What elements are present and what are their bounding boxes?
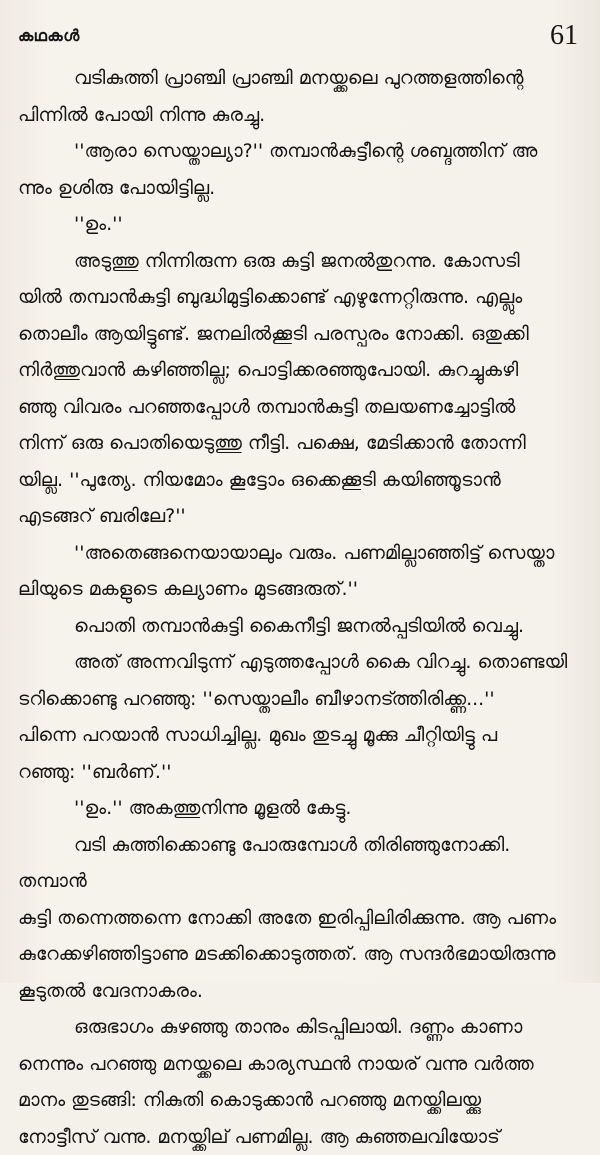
paragraph: ''അതെങ്ങനെയായാലും വരും. പണമില്ലാഞ്ഞിട്ട് സെയ്താ ലിയുടെ മകളുടെ കല്യാണം മുടങ്ങരുത്.'' bbox=[18, 541, 555, 600]
paragraph: വടി കുത്തിക്കൊണ്ടു പോരുമ്പോൾ തിരിഞ്ഞുനോക്കി. തമ്പാൻ കുട്ടി തന്നെത്തന്നെ നോക്കി അതേ ഇരിപ്പിലിരിക്കുന്നു. ആ പണം കുറേക്കഴിഞ്ഞിട്ടാണു മടക്കിക്കൊടുത്തത്. ആ സന്ദർഭമായിരുന്നു കൂടുതൽ വേദനാകരം. bbox=[18, 833, 557, 1002]
paragraph: ഒരുഭാഗം കുഴഞ്ഞു താനും കിടപ്പിലായി. ദണ്ണം കാണാ നെന്നും പറഞ്ഞു മനയ്ക്കലെ കാര്യസ്ഥൻ നായര് വന്നു വർത്ത മാനം തുടങ്ങി: നികുതി കൊടുക്കാൻ പറഞ്ഞു മനയ്ക്കിലയ്ക്കു നോട്ടീസ് വന്നു. മനയ്ക്കില് പണമില്ല. ആ കുഞ്ഞലവിയോട് bbox=[18, 1016, 534, 1148]
paragraph: ''ഉം.'' അകത്തുനിന്നു മൂളൽ കേട്ടു. bbox=[74, 797, 352, 819]
paragraph: ''ആരാ സെയ്താല്യാ?'' തമ്പാൻകുട്ടീന്റെ ശബ്ദത്തിന് അ ന്നും ഉശിരു പോയിട്ടില്ല. bbox=[18, 140, 538, 199]
page-header bbox=[18, 18, 578, 52]
paragraph: വടികുത്തി പ്രാഞ്ചി പ്രാഞ്ചി മനയ്ക്കലെ പുറത്തളത്തിന്റെ പിന്നിൽ പോയി നിന്നു കുരച്ചു. bbox=[18, 67, 524, 126]
running-head: കഥകൾ bbox=[18, 26, 80, 45]
paragraph: പൊതി തമ്പാൻകുട്ടി കൈനീട്ടി ജനൽപ്പടിയിൽ വെച്ചു. bbox=[74, 614, 525, 637]
body-text bbox=[18, 60, 578, 1155]
paragraph: ''ഉം.'' bbox=[74, 213, 123, 235]
page-number: 61 bbox=[550, 20, 578, 51]
paragraph: അടുത്തു നിന്നിരുന്ന ഒരു കുട്ടി ജനൽതുറന്നു. കോസടി യിൽ തമ്പാൻകുട്ടി ബുദ്ധിമുട്ടിക്കൊണ്ട് എഴുന്നേറ്റിരുന്നു. എല്ലും തൊലീം ആയിട്ടുണ്ട്. ജനലിൽക്കൂടി പരസ്പരം നോക്കി. ഒതുക്കി നിർത്തുവാൻ കഴിഞ്ഞില്ല; പൊട്ടിക്കരഞ്ഞുപോയി. കുറച്ചുകഴി ഞ്ഞു വിവരം പറഞ്ഞപ്പോൾ തമ്പാൻകുട്ടി തലയണച്ചോട്ടിൽ നിന്ന് ഒരു പൊതിയെടുത്തു നീട്ടി. പക്ഷെ, മേടിക്കാൻ തോന്നി യില്ല. ''പുത്യേ. നിയമോം കൂട്ടോം ഒക്കെക്കൂടി കയിഞ്ഞൂടാൻ എടങ്ങറ് ബരിലേ?'' bbox=[18, 249, 529, 527]
paragraph: അത് അന്നവിടുന്ന് എടുത്തപ്പോൾ കൈ വിറച്ചു. തൊണ്ടയി ടറിക്കൊണ്ടു പറഞ്ഞു: ''സെയ്താലീം ബീഴാനട്ത്തിരിക്ക്ണ...'' പിന്നെ പറയാൻ സാധിച്ചില്ല. മുഖം തുടച്ചു മൂക്കു ചീറ്റിയിട്ടു പ റഞ്ഞു: ''ബർണ്.'' bbox=[18, 651, 568, 783]
